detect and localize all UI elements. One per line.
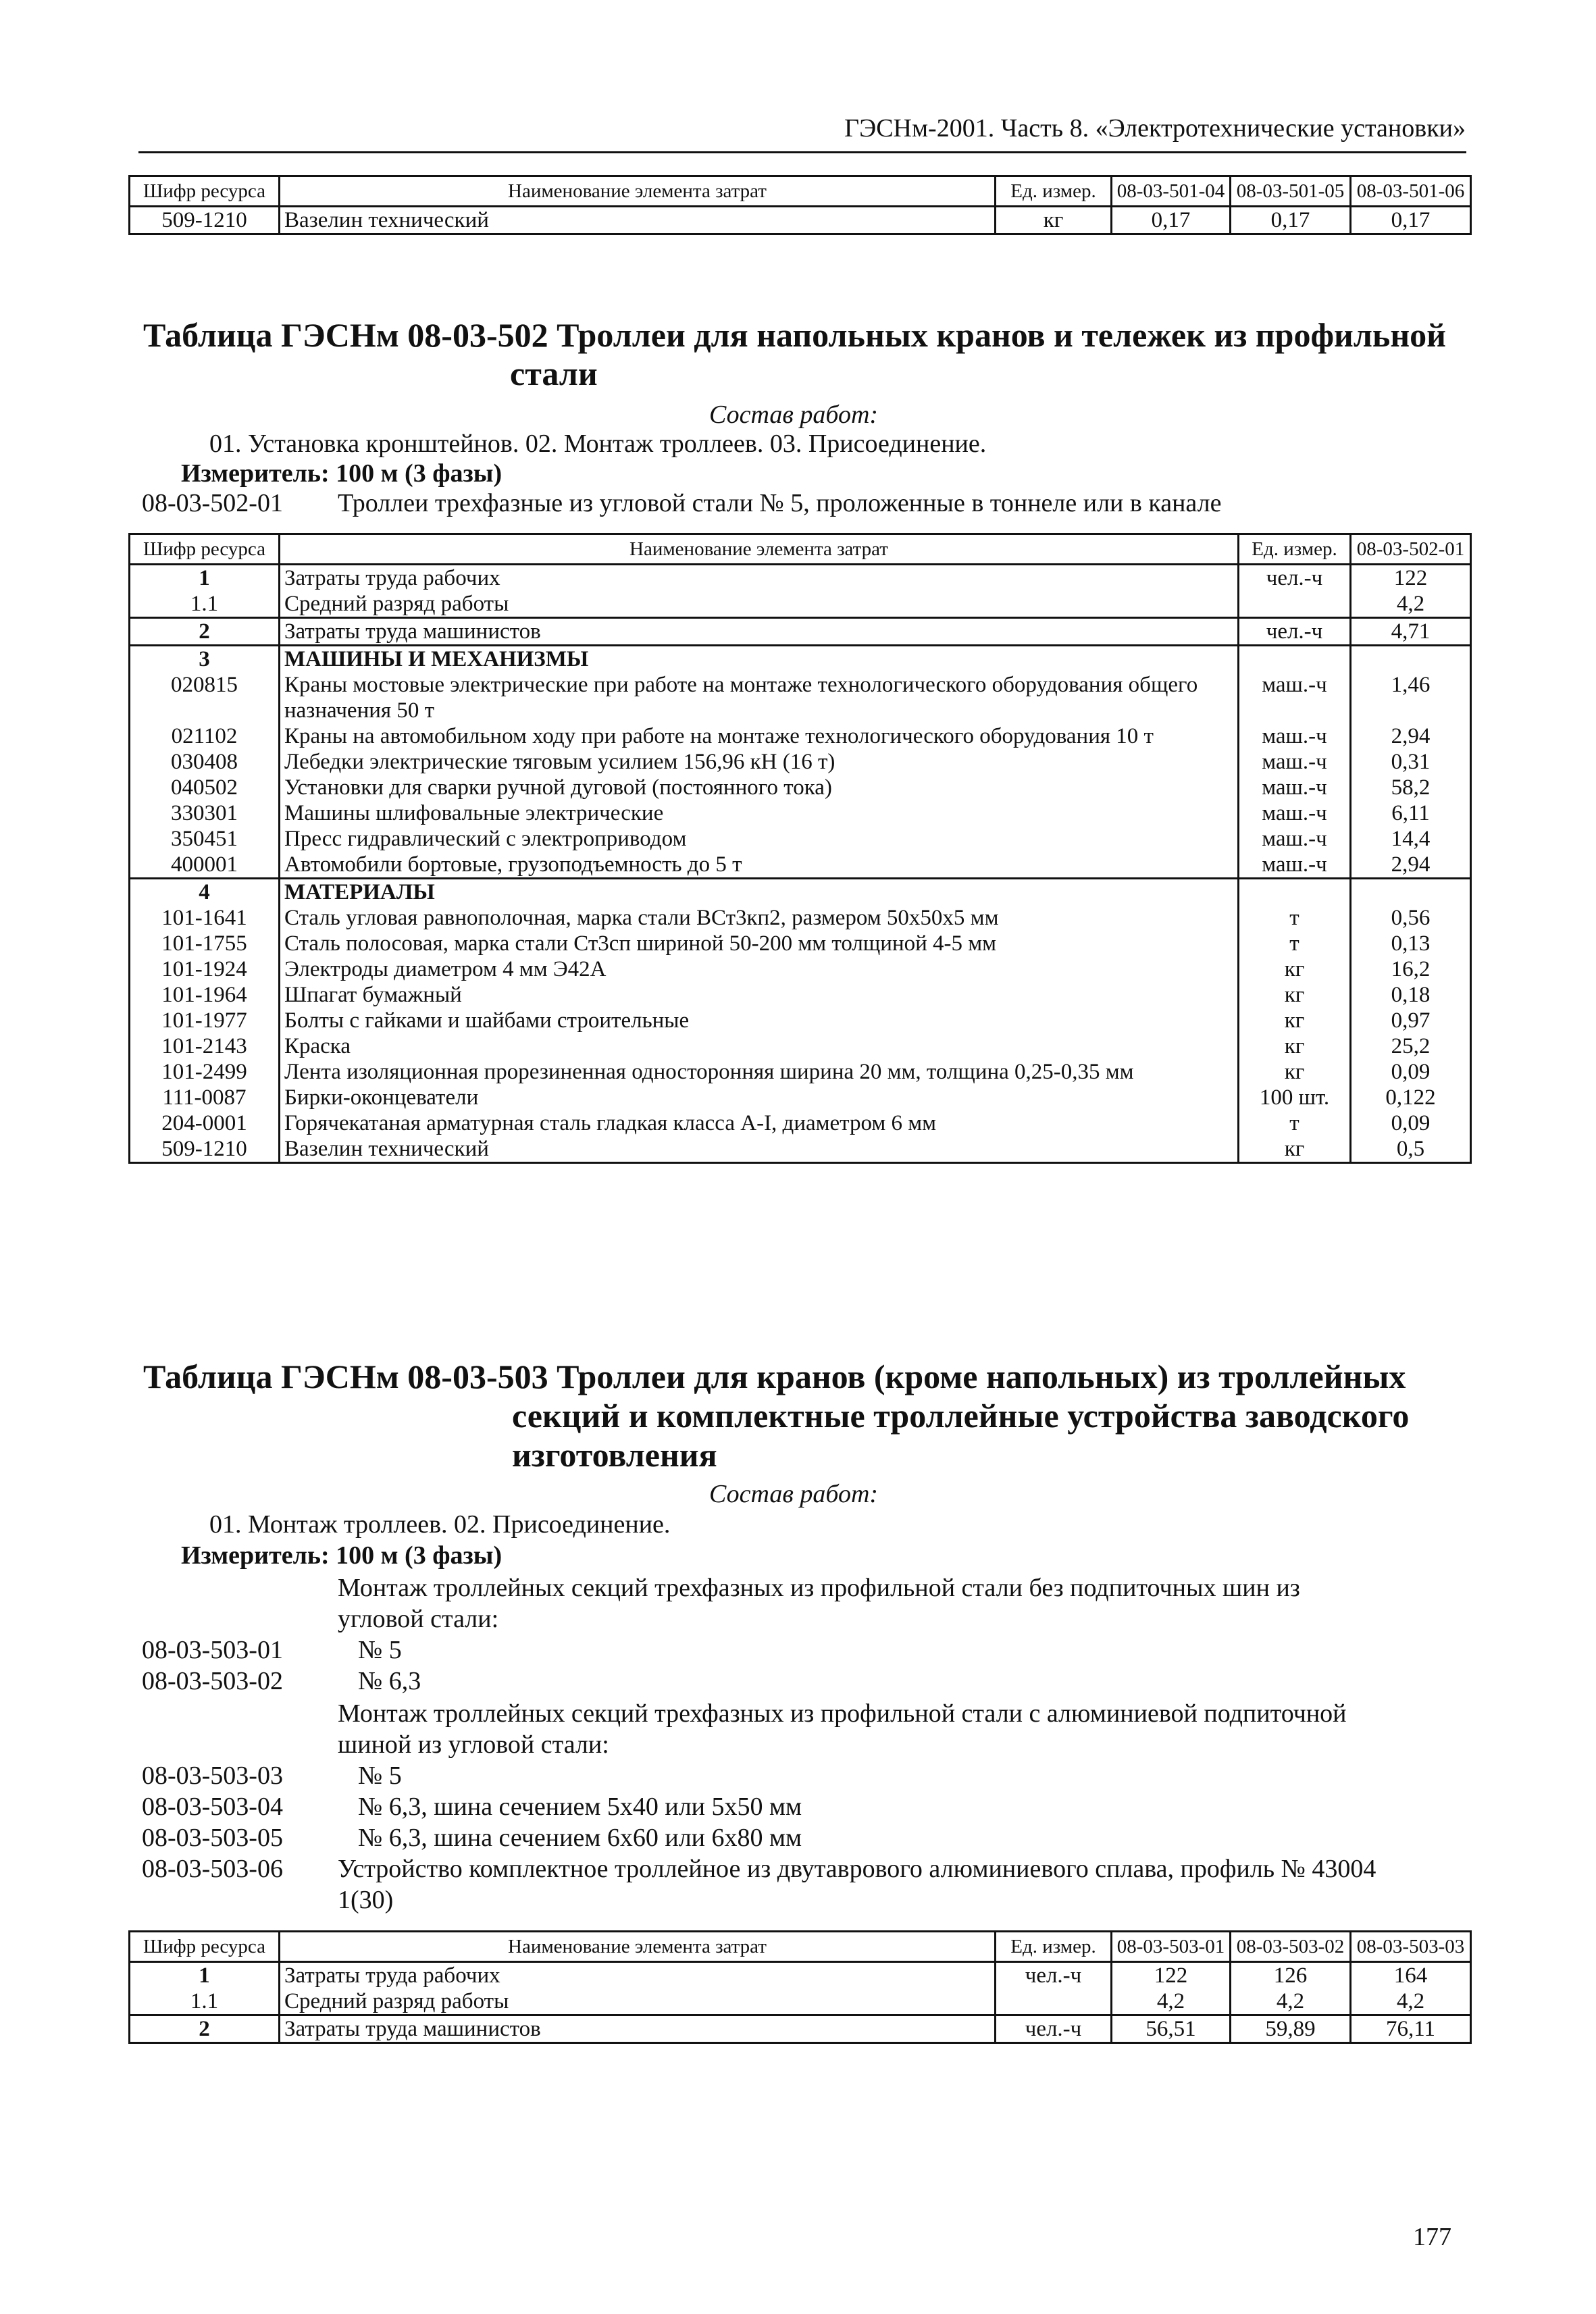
row-unit: чел.-ч [996,1962,1112,1989]
item-code: 08-03-503-04 [142,1793,283,1821]
table-row [130,800,1471,826]
row-unit: кг [1239,1059,1351,1085]
header-col: 08-03-503-01 [1112,1932,1231,1962]
row-unit: 100 шт. [1239,1085,1351,1110]
row-value: 2,94 [1391,724,1431,748]
row-value: 0,17 [1231,207,1351,234]
row-name: Сталь полосовая, марка стали Ст3сп шириной 50-200 мм толщиной 4-5 мм [280,931,1239,956]
group2-desc-line2: шиной из угловой стали: [338,1730,609,1759]
row-name: Лебедки электрические тяговым усилием 156,96 кН (16 т) [280,749,1239,775]
row-unit [1239,646,1351,673]
row-unit: т [1239,1110,1351,1136]
row-code: 030408 [130,749,280,775]
row-name: Средний разряд работы [280,1988,996,2015]
table-row [130,775,1471,800]
row-value: 4,2 [1112,1988,1231,2015]
row-name: Затраты труда рабочих [280,1962,996,1989]
row-name: МАТЕРИАЛЫ [280,879,1239,906]
row-value: 0,17 [1112,207,1231,234]
row-name: Средний разряд работы [280,591,1239,618]
row-code: 101-1964 [130,982,280,1008]
row-value: 0,31 [1391,750,1431,774]
works-503: 01. Монтаж троллеев. 02. Присоединение. [209,1510,671,1539]
table-row [130,905,1471,931]
row-code: 101-2499 [130,1059,280,1085]
table-row [130,1988,1471,2015]
row-name: Бирки-оконцеватели [280,1085,1239,1110]
table-row [130,1110,1471,1136]
row-code: 040502 [130,775,280,800]
row-value: 126 [1231,1962,1351,1989]
works-label-502: Состав работ: [709,401,879,429]
item-desc-line1: Устройство комплектное троллейное из двутаврового алюминиевого сплава, профиль № 43004 [338,1855,1376,1883]
header-col: 08-03-503-03 [1351,1932,1471,1962]
group2-desc-line1: Монтаж троллейных секций трехфазных из профильной стали с алюминиевой подпиточной [338,1699,1347,1728]
row-value: 122 [1112,1962,1231,1989]
row-unit: чел.-ч [1239,618,1351,646]
header-code: Шифр ресурса [130,176,280,207]
row-unit: маш.-ч [1239,800,1351,826]
row-code: 1.1 [130,1988,280,2015]
row-value: 4,2 [1396,1989,1425,2013]
row-value: 14,4 [1391,827,1431,851]
page-number: 177 [1413,2223,1451,2251]
row-name: Затраты труда машинистов [280,618,1239,646]
row-code: 1 [130,565,280,592]
table-row [130,749,1471,775]
row-unit: кг [1239,1136,1351,1163]
header-col: 08-03-501-05 [1231,176,1351,207]
row-value: 1,46 [1391,673,1431,697]
header-code: Шифр ресурса [130,534,280,565]
row-value: 56,51 [1112,2015,1231,2043]
table-row [130,879,1471,906]
row-code: 330301 [130,800,280,826]
row-name: Вазелин технический [280,1136,1239,1163]
table-row [130,852,1471,879]
table-503-title-line3: изготовления [512,1436,717,1474]
row-code: 3 [130,646,280,673]
row-value: 2,94 [1391,852,1431,877]
item-code-502: 08-03-502-01 [142,489,283,517]
row-value: 4,2 [1396,592,1425,616]
table-row [130,1059,1471,1085]
table-502-title-line2: стали [510,355,598,392]
row-code: 204-0001 [130,1110,280,1136]
row-value: 164 [1393,1963,1428,1988]
table-row [130,2015,1471,2043]
row-code: 509-1210 [130,207,280,234]
table-row [130,646,1471,673]
row-name: Затраты труда рабочих [280,565,1239,592]
row-unit: маш.-ч [1239,749,1351,775]
row-value: 4,2 [1231,1988,1351,2015]
table-row [130,1085,1471,1110]
row-name: Лента изоляционная прорезиненная односторонняя ширина 20 мм, толщина 0,25-0,35 мм [280,1059,1239,1085]
row-unit [996,1988,1112,2015]
table-row [130,723,1471,749]
header-code: Шифр ресурса [130,1932,280,1962]
row-unit: маш.-ч [1239,826,1351,852]
header-col: 08-03-501-06 [1351,176,1471,207]
resource-table-502 [128,533,1472,1164]
row-unit: т [1239,931,1351,956]
table-row [130,207,1471,234]
header-name: Наименование элемента затрат [280,176,996,207]
row-code: 101-1924 [130,956,280,982]
row-name: Болты с гайками и шайбами строительные [280,1008,1239,1033]
table-row [130,1008,1471,1033]
table-row [130,982,1471,1008]
item-desc: № 6,3, шина сечением 5х40 или 5х50 мм [358,1793,802,1821]
item-code: 08-03-503-01 [142,1636,283,1664]
row-value: 16,2 [1391,957,1431,981]
item-desc: № 5 [358,1636,402,1664]
header-unit: Ед. измер. [996,176,1112,207]
measure-503: Измеритель: 100 м (3 фазы) [181,1541,503,1570]
row-value: 58,2 [1391,775,1431,800]
row-code: 111-0087 [130,1085,280,1110]
row-value: 59,89 [1231,2015,1351,2043]
resource-table-501 [128,175,1472,235]
header-col: 08-03-503-02 [1231,1932,1351,1962]
row-code: 101-1977 [130,1008,280,1033]
row-name: Затраты труда машинистов [280,2015,996,2043]
row-name: Краны мостовые электрические при работе на монтаже технологического оборудования общего назначения 50 т [280,672,1239,723]
row-value: 0,09 [1391,1111,1431,1135]
row-code: 350451 [130,826,280,852]
row-value: 0,13 [1391,931,1431,956]
header-col: 08-03-502-01 [1351,534,1471,565]
header-name: Наименование элемента затрат [280,534,1239,565]
row-value: 25,2 [1391,1034,1431,1058]
row-unit [1239,879,1351,906]
row-code: 4 [130,879,280,906]
row-value [1351,646,1471,673]
row-value: 76,11 [1351,2015,1471,2043]
row-value: 0,97 [1391,1008,1431,1033]
item-code: 08-03-503-06 [142,1855,283,1883]
row-code: 2 [130,618,280,646]
group1-desc-line2: угловой стали: [338,1605,499,1633]
row-value: 0,56 [1391,906,1431,930]
row-unit: чел.-ч [1239,565,1351,592]
row-value: 0,09 [1391,1060,1431,1084]
table-503-title-line2: секций и комплектные троллейные устройства заводского [512,1397,1410,1435]
header-name: Наименование элемента затрат [280,1932,996,1962]
table-row [130,1033,1471,1059]
row-name: Пресс гидравлический с электроприводом [280,826,1239,852]
table-row [130,826,1471,852]
row-value: 6,11 [1391,801,1430,825]
table-row [130,956,1471,982]
row-value: 4,71 [1351,618,1471,646]
row-name: Машины шлифовальные электрические [280,800,1239,826]
measure-502: Измеритель: 100 м (3 фазы) [181,459,503,488]
header-unit: Ед. измер. [996,1932,1112,1962]
row-value: 122 [1393,566,1428,590]
row-code: 509-1210 [130,1136,280,1163]
row-code: 101-2143 [130,1033,280,1059]
row-unit: кг [1239,1008,1351,1033]
table-row [130,931,1471,956]
row-value: 0,5 [1396,1137,1425,1161]
row-unit: кг [1239,956,1351,982]
row-code: 021102 [130,723,280,749]
row-code: 1 [130,1962,280,1989]
header-rule [138,151,1466,153]
item-desc: № 6,3 [358,1667,421,1695]
row-value [1351,879,1471,906]
row-value: 0,17 [1391,208,1431,232]
row-code: 2 [130,2015,280,2043]
table-row [130,672,1471,723]
table-row [130,618,1471,646]
works-label-503: Состав работ: [709,1480,879,1508]
row-unit: кг [996,207,1112,234]
row-value: 0,122 [1385,1085,1436,1110]
row-value: 0,18 [1391,983,1431,1007]
item-desc-line2: 1(30) [338,1886,394,1914]
row-name: МАШИНЫ И МЕХАНИЗМЫ [280,646,1239,673]
group1-desc-line1: Монтаж троллейных секций трехфазных из профильной стали без подпиточных шин из [338,1574,1300,1602]
header-unit: Ед. измер. [1239,534,1351,565]
row-code: 101-1641 [130,905,280,931]
row-unit: кг [1239,982,1351,1008]
resource-table-503 [128,1930,1472,2044]
row-unit: кг [1239,1033,1351,1059]
row-unit: чел.-ч [996,2015,1112,2043]
table-503-title-line1: Таблица ГЭСНм 08-03-503 Троллеи для кранов (кроме напольных) из троллейных [143,1358,1406,1395]
item-code: 08-03-503-02 [142,1667,283,1695]
table-row [130,565,1471,592]
row-name: Краны на автомобильном ходу при работе на монтаже технологического оборудования 10 т [280,723,1239,749]
item-code: 08-03-503-05 [142,1824,283,1852]
row-name: Вазелин технический [280,207,996,234]
row-name: Электроды диаметром 4 мм Э42А [280,956,1239,982]
row-name: Автомобили бортовые, грузоподъемность до 5 т [280,852,1239,879]
row-name: Шпагат бумажный [280,982,1239,1008]
row-code: 101-1755 [130,931,280,956]
item-desc: № 6,3, шина сечением 6х60 или 6х80 мм [358,1824,802,1852]
row-name: Горячекатаная арматурная сталь гладкая класса А-I, диаметром 6 мм [280,1110,1239,1136]
row-unit: маш.-ч [1239,775,1351,800]
row-unit: маш.-ч [1239,723,1351,749]
row-name: Краска [280,1033,1239,1059]
works-502: 01. Установка кронштейнов. 02. Монтаж троллеев. 03. Присоединение. [209,430,987,458]
row-name: Установки для сварки ручной дуговой (постоянного тока) [280,775,1239,800]
item-code: 08-03-503-03 [142,1762,283,1790]
row-code: 1.1 [130,591,280,618]
row-unit: т [1239,905,1351,931]
item-desc-502: Троллеи трехфазные из угловой стали № 5, проложенные в тоннеле или в канале [338,489,1222,517]
row-name: Сталь угловая равнополочная, марка стали ВСт3кп2, размером 50х50х5 мм [280,905,1239,931]
header-col: 08-03-501-04 [1112,176,1231,207]
item-desc: № 5 [358,1762,402,1790]
running-header: ГЭСНм-2001. Часть 8. «Электротехнические установки» [844,114,1466,143]
table-502-title-line1: Таблица ГЭСНм 08-03-502 Троллеи для напольных кранов и тележек из профильной [143,316,1446,354]
row-code: 400001 [130,852,280,879]
table-row [130,1136,1471,1163]
row-code: 020815 [130,672,280,723]
row-unit: маш.-ч [1239,672,1351,723]
table-row [130,1962,1471,1989]
table-row [130,591,1471,618]
row-unit: маш.-ч [1239,852,1351,879]
row-unit [1239,591,1351,618]
